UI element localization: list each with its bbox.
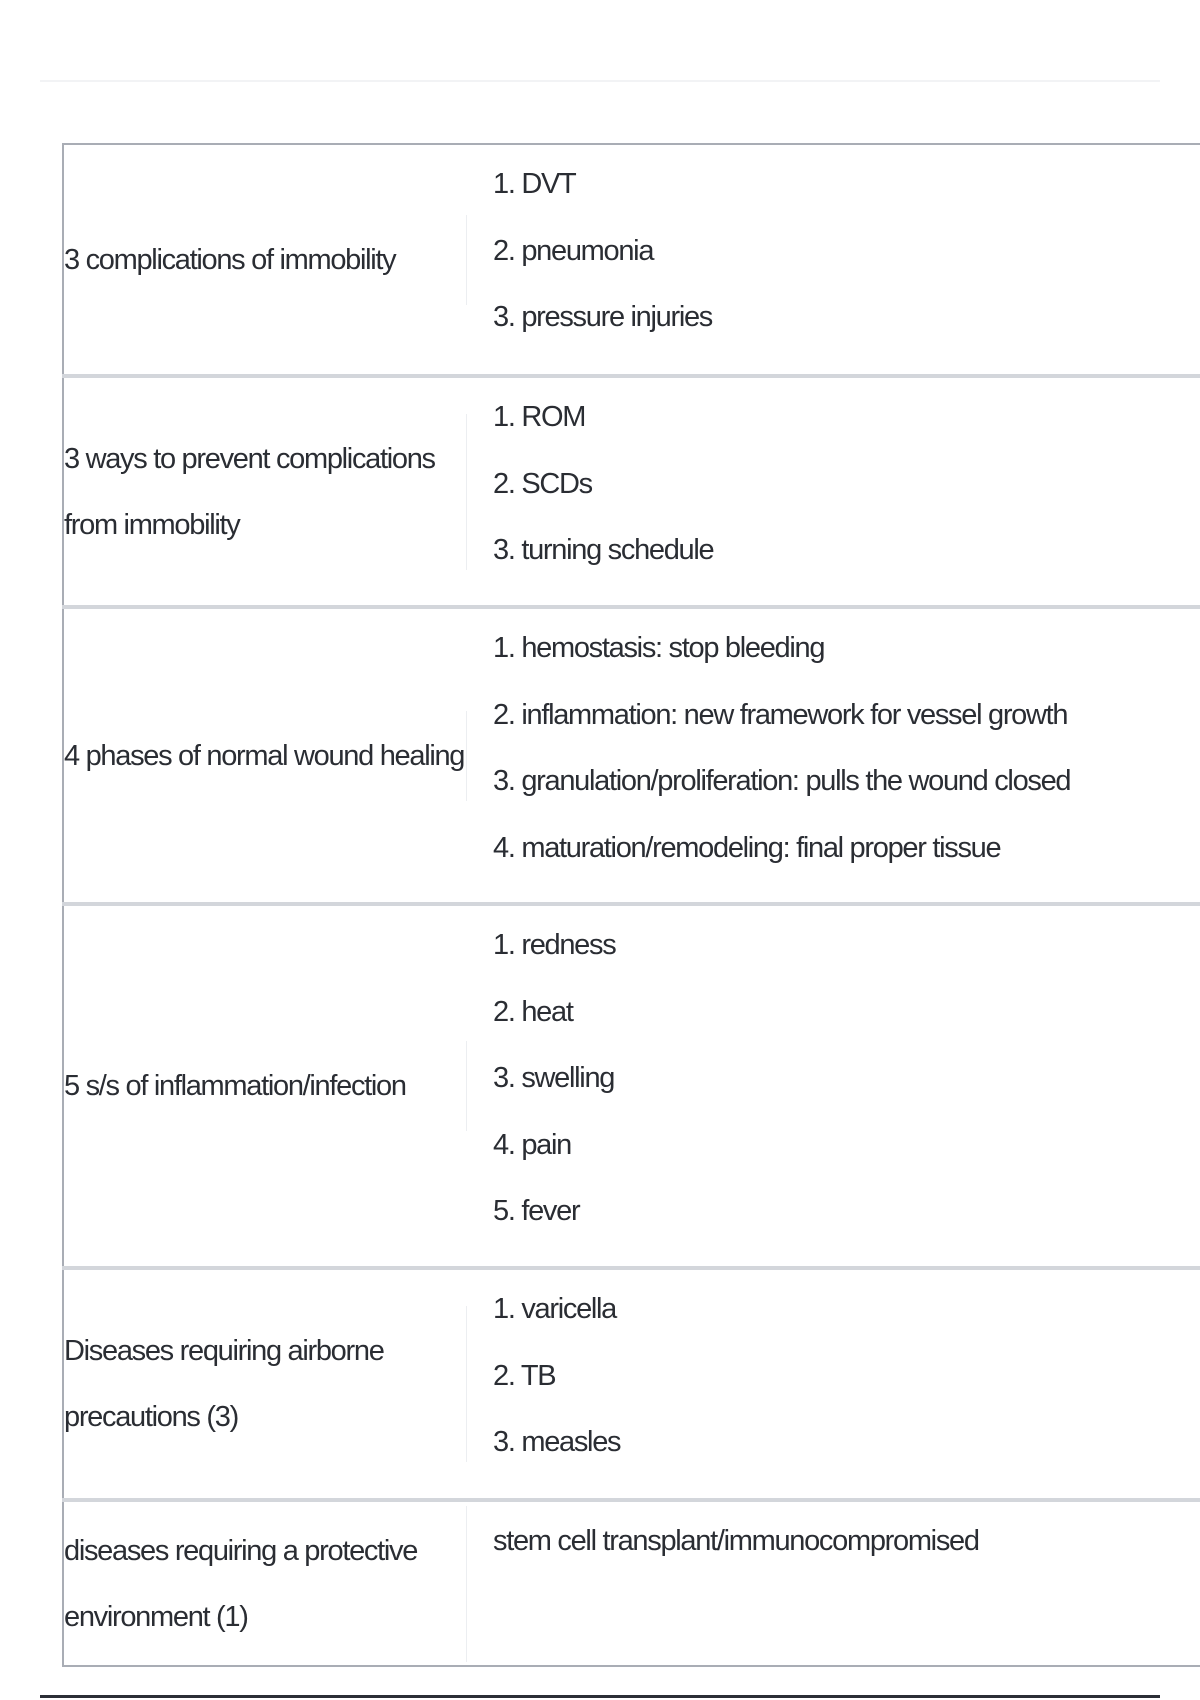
definition-line: 3. pressure injuries — [493, 301, 712, 333]
term-cell — [63, 1500, 467, 1666]
term-text: 5 s/s of inflammation/infection — [64, 1041, 467, 1131]
flashcard-table — [62, 143, 1200, 1667]
definition-line: 3. swelling — [493, 1062, 615, 1094]
definition-line: 5. fever — [493, 1195, 580, 1227]
definition-line: 1. redness — [493, 929, 616, 961]
flashcard-row — [63, 376, 1200, 607]
term-cell — [63, 144, 467, 376]
definition-line: 2. TB — [493, 1359, 556, 1392]
definition-line: 1. ROM — [493, 401, 586, 433]
term-text: 3 complications of immobility — [64, 215, 467, 305]
flashcard-row — [63, 144, 1200, 376]
definition-line: 4. maturation/remodeling: final proper tissue — [493, 831, 1001, 864]
definition-cell — [467, 376, 1200, 607]
definition-line: 1. varicella — [493, 1293, 617, 1325]
definition-cell — [467, 607, 1200, 904]
term-cell — [63, 607, 467, 904]
definition-cell — [467, 1500, 1200, 1666]
term-cell — [63, 904, 467, 1268]
definition-cell — [467, 1268, 1200, 1500]
term-cell — [63, 376, 467, 607]
bottom-divider — [40, 1695, 1160, 1698]
definition-line: 4. pain — [493, 1128, 571, 1161]
flashcard-row — [63, 904, 1200, 1268]
definition-line: 2. heat — [493, 995, 573, 1028]
definition-cell — [467, 144, 1200, 376]
definition-line: 1. DVT — [493, 168, 576, 200]
flashcard-row — [63, 1500, 1200, 1666]
term-text: 4 phases of normal wound healing — [64, 711, 467, 801]
term-text: Diseases requiring airborne precautions (3) — [64, 1306, 467, 1462]
definition-line: 2. SCDs — [493, 467, 592, 500]
definition-line: 3. granulation/proliferation: pulls the wound closed — [493, 765, 1071, 797]
definition-line: 2. inflammation: new framework for vessel growth — [493, 698, 1068, 731]
definition-cell — [467, 904, 1200, 1268]
flashcard-row — [63, 1268, 1200, 1500]
top-divider — [40, 80, 1160, 82]
definition-line: 3. turning schedule — [493, 534, 714, 566]
term-cell — [63, 1268, 467, 1500]
definition-line: 2. pneumonia — [493, 234, 654, 267]
flashcard-row — [63, 607, 1200, 904]
definition-line: 3. measles — [493, 1426, 621, 1458]
definition-line: stem cell transplant/immunocompromised — [493, 1525, 979, 1557]
definition-line: 1. hemostasis: stop bleeding — [493, 632, 825, 664]
term-text: 3 ways to prevent complications from immobility — [64, 414, 467, 570]
term-text: diseases requiring a protective environment (1) — [64, 1506, 467, 1662]
